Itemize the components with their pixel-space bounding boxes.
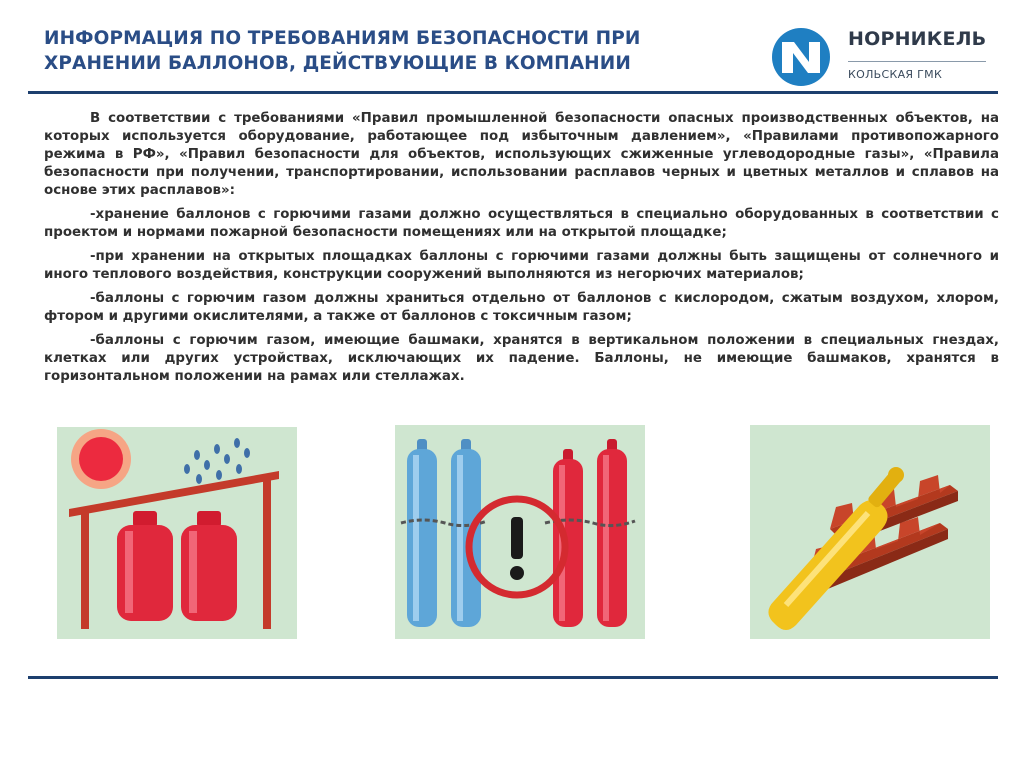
logo-subtitle: КОЛЬСКАЯ ГМК	[848, 68, 943, 81]
illustration-canopy-storage	[57, 427, 297, 639]
company-logo	[762, 26, 1002, 88]
illustration-separate-storage	[395, 425, 645, 639]
red-cylinder-icon	[117, 511, 173, 621]
blue-cylinder-icon	[407, 439, 437, 627]
header-divider	[28, 91, 998, 94]
logo-divider	[848, 61, 986, 62]
footer-divider	[28, 676, 998, 679]
page-title	[44, 26, 724, 76]
blue-cylinder-icon	[451, 439, 481, 627]
requirements-text	[44, 110, 999, 392]
page-title-line-1: ИНФОРМАЦИЯ ПО ТРЕБОВАНИЯМ БЕЗОПАСНОСТИ ПРИ	[44, 28, 641, 49]
requirement-item-4: -баллоны с горючим газом, имеющие башмаки, хранятся в вертикальном положении в специальных гнездах, клетках или других устройствах, исключающих их падение. Баллоны, не имеющие башмаков, хранятся в горизонтальном положении на рамах или стеллажах.	[44, 333, 999, 384]
logo-wordmark: НОРНИКЕЛЬ	[848, 28, 987, 50]
page-title-line-2: ХРАНЕНИИ БАЛЛОНОВ, ДЕЙСТВУЮЩИЕ В КОМПАНИИ	[44, 53, 631, 74]
nornickel-emblem-icon	[762, 26, 840, 88]
intro-paragraph: В соответствии с требованиями «Правил промышленной безопасности опасных производственных объектов, на которых используется оборудование, работающее под избыточным давлением», «Правилами противопожарного режима в РФ», «Правил безопасности для объектов, использующих сжиженные углеводородные газы», «Правила безопасности при получении, транспортировании, использовании расплавов черных и цветных металлов и сплавов на основе этих расплавов»:	[44, 111, 999, 198]
requirement-item-3: -баллоны с горючим газом должны храниться отдельно от баллонов с кислородом, сжатым воздухом, хлором, фтором и другими окислителями, а также от баллонов с токсичным газом;	[44, 291, 999, 324]
requirement-item-1: -хранение баллонов с горючими газами должно осуществляться в специально оборудованных в соответствии с проектом и нормами пожарной безопасности помещениях или на открытой площадке;	[44, 207, 999, 240]
requirement-item-2: -при хранении на открытых площадках баллоны с горючими газами должны быть защищены от солнечного и иного теплового воздействия, конструкции сооружений выполняются из негорючих материалов;	[44, 249, 999, 282]
illustration-horizontal-rack	[750, 425, 990, 639]
red-cylinder-icon	[181, 511, 237, 621]
red-cylinder-icon	[597, 439, 627, 627]
red-cylinder-icon	[553, 449, 583, 627]
